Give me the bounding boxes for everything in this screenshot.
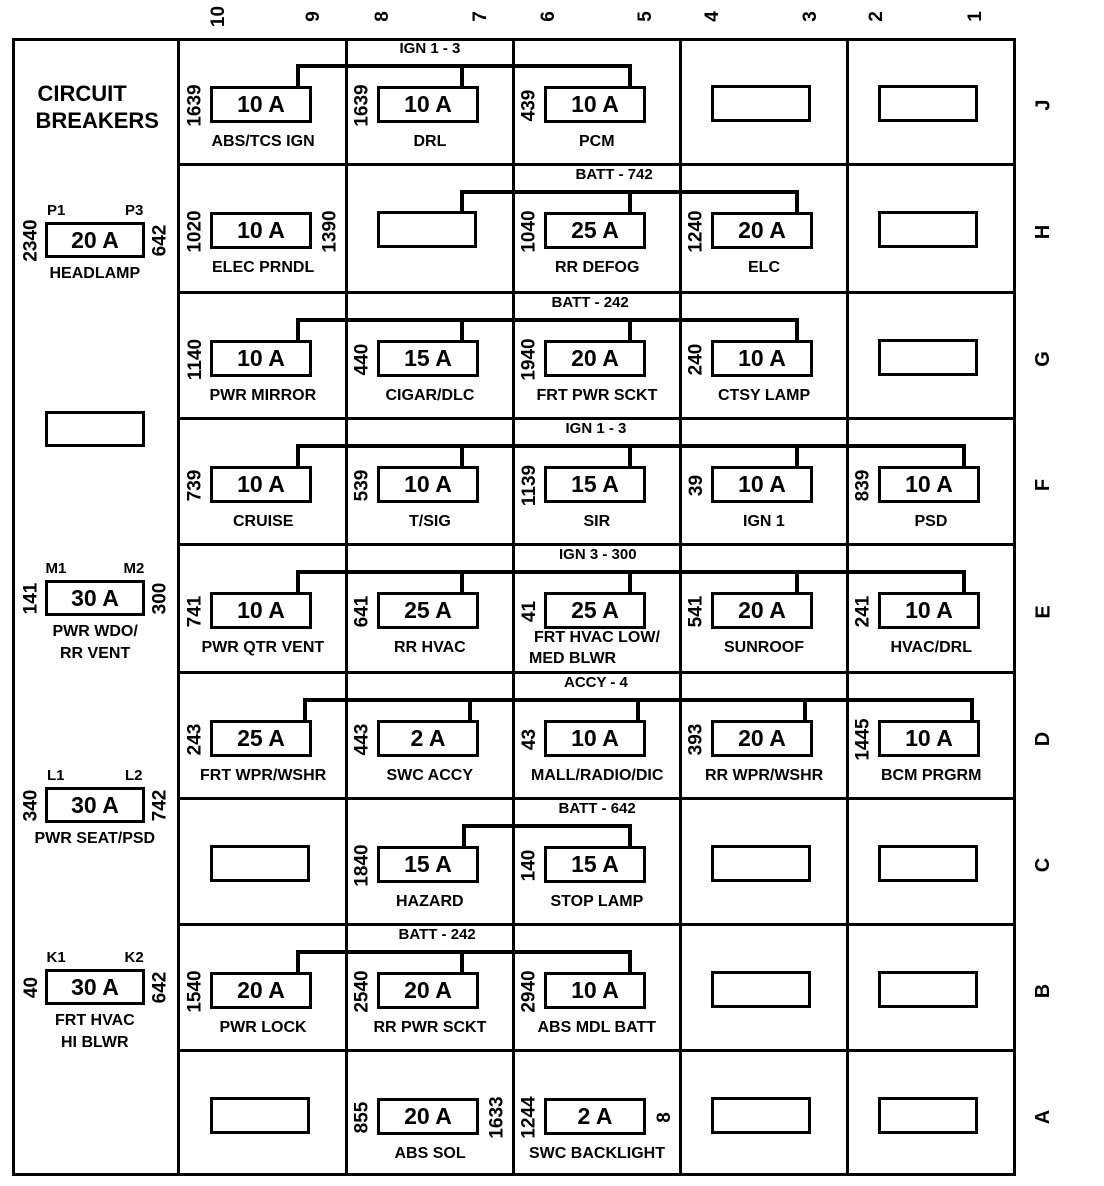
fuse[interactable]: 10 A [210, 340, 312, 377]
feed-bus-drop [628, 318, 632, 342]
fuse[interactable]: 10 A [711, 340, 813, 377]
fuse-label: ABS/TCS IGN [211, 133, 315, 150]
fuse-circuit-number: 39 [685, 474, 707, 496]
fuse-circuit-number: 443 [351, 723, 373, 755]
fuse[interactable]: 2 A [377, 720, 479, 757]
fuse-label: CTSY LAMP [718, 387, 811, 404]
breaker-pin-label: K2 [124, 948, 144, 966]
grid-row-line [177, 1049, 1016, 1052]
fuse-label: T/SIG [409, 513, 451, 530]
grid-row-line [177, 923, 1016, 926]
fuse-label: SIR [583, 513, 611, 530]
fuse-label: RR PWR SCKT [373, 1019, 487, 1036]
feed-bus-drop [962, 570, 966, 594]
row-letter: F [1032, 478, 1055, 492]
fuse-circuit-number: 741 [184, 595, 206, 627]
fuse-label: DRL [413, 133, 447, 150]
breakers-title: CIRCUIT [37, 81, 127, 106]
empty-fuse-slot[interactable] [711, 971, 811, 1008]
row-letter: A [1032, 1109, 1055, 1125]
fuse-circuit-number: 839 [852, 469, 874, 501]
fuse[interactable]: 15 A [544, 466, 646, 503]
fuse-label: MALL/RADIO/DIC [531, 767, 664, 784]
column-number: 5 [634, 10, 656, 22]
fuse[interactable]: 10 A [544, 720, 646, 757]
fuse-circuit-number: 1040 [518, 209, 540, 253]
feed-bus-drop [962, 444, 966, 468]
grid-column-line [345, 38, 348, 1176]
fuse[interactable]: 20 A [377, 972, 479, 1009]
fuse-label: ELC [748, 259, 780, 276]
fuse[interactable]: 10 A [210, 212, 312, 249]
breaker-pin-label: M2 [123, 559, 145, 577]
fuse-label: HAZARD [396, 893, 464, 910]
column-number: 2 [865, 10, 887, 22]
fuse-label: CIGAR/DLC [385, 387, 475, 404]
empty-fuse-slot[interactable] [210, 1097, 310, 1134]
fuse[interactable]: 25 A [544, 212, 646, 249]
breaker-pin-label: M1 [45, 559, 67, 577]
fuse-circuit-number: 1540 [184, 969, 206, 1013]
feed-bus-drop [296, 570, 300, 594]
fuse-label: SUNROOF [724, 639, 804, 656]
fuse-circuit-number: 1139 [518, 464, 540, 506]
feed-bus-drop [628, 444, 632, 468]
feed-bus-drop [460, 950, 464, 974]
empty-fuse-slot[interactable] [878, 1097, 978, 1134]
fuse-circuit-number: 1445 [852, 717, 874, 761]
fuse-circuit-number: 140 [518, 849, 540, 881]
fuse[interactable]: 10 A [544, 86, 646, 123]
fuse[interactable]: 20 A [377, 1098, 479, 1135]
feed-bus-drop [462, 824, 466, 848]
column-number: 8 [371, 10, 393, 22]
fuse-label: FRT HVAC LOW/ [534, 629, 660, 646]
fuse-label: ABS SOL [394, 1145, 466, 1162]
feed-bus-drop [636, 698, 640, 722]
column-number: 10 [207, 5, 229, 27]
feed-bus-line [296, 950, 632, 954]
breaker-circuit-number: 742 [149, 789, 171, 821]
feed-bus-drop [303, 698, 307, 722]
fuse-circuit-number: 1633 [486, 1095, 508, 1139]
feed-bus-drop [296, 444, 300, 468]
feed-bus-drop [460, 570, 464, 594]
feed-bus-drop [795, 190, 799, 214]
fuse[interactable]: 2 A [544, 1098, 646, 1135]
row-letter: J [1032, 99, 1055, 111]
fuse-label: FRT PWR SCKT [536, 387, 658, 404]
fuse[interactable]: 10 A [711, 466, 813, 503]
breakers-title: BREAKERS [35, 108, 159, 133]
fuse[interactable]: 25 A [377, 592, 479, 629]
fuse[interactable]: 20 A [544, 340, 646, 377]
fuse-circuit-number: 2540 [351, 969, 373, 1013]
feed-label: BATT - 242 [551, 293, 629, 311]
breaker-pin-label: P1 [47, 201, 66, 219]
empty-fuse-slot[interactable] [878, 339, 978, 376]
fuse[interactable]: 10 A [544, 972, 646, 1009]
fuse[interactable]: 20 A [711, 212, 813, 249]
fuse-circuit-number: 243 [184, 723, 206, 755]
fuse[interactable]: 15 A [377, 846, 479, 883]
breaker-circuit-number: 642 [149, 971, 171, 1003]
feed-bus-drop [795, 318, 799, 342]
breaker-pin-label: L2 [125, 766, 143, 784]
fuse[interactable]: 25 A [210, 720, 312, 757]
fuse-label: HVAC/DRL [890, 639, 972, 656]
feed-bus-drop [460, 318, 464, 342]
row-letter: D [1032, 731, 1055, 747]
fuse-label: ELEC PRNDL [212, 259, 315, 276]
fuse-label: PSD [914, 513, 948, 530]
empty-fuse-slot[interactable] [878, 971, 978, 1008]
row-letter: C [1032, 857, 1055, 873]
fuse-circuit-number: 1639 [351, 83, 373, 127]
feed-label: ACCY - 4 [564, 673, 628, 691]
grid-column-line [512, 38, 515, 1176]
empty-fuse-slot[interactable] [878, 211, 978, 248]
grid-column-line [679, 38, 682, 1176]
row-letter: H [1032, 224, 1055, 240]
fuse-circuit-number: 1840 [351, 843, 373, 887]
feed-bus-drop [795, 444, 799, 468]
fuse[interactable]: 20 A [711, 592, 813, 629]
breaker-pin-label: L1 [47, 766, 65, 784]
breaker-label: RR VENT [60, 645, 131, 662]
feed-bus-drop [296, 950, 300, 974]
empty-fuse-slot[interactable] [210, 845, 310, 882]
fuse-circuit-number: 1244 [518, 1095, 540, 1139]
feed-bus-line [296, 64, 632, 68]
fuse[interactable]: 10 A [210, 86, 312, 123]
fuse-circuit-number: 241 [852, 595, 874, 627]
fuse-label: ABS MDL BATT [537, 1019, 657, 1036]
empty-fuse-slot[interactable] [377, 211, 477, 248]
fuse[interactable]: 20 A [711, 720, 813, 757]
circuit-breaker[interactable]: 20 A [45, 222, 145, 258]
fuse[interactable]: 10 A [878, 592, 980, 629]
breaker-circuit-number: 40 [20, 976, 42, 998]
feed-bus-drop [460, 444, 464, 468]
feed-bus-line [462, 824, 632, 828]
fuse-circuit-number: 641 [351, 595, 373, 627]
feed-bus-line [296, 318, 799, 322]
fuse[interactable]: 20 A [210, 972, 312, 1009]
fuse-label: IGN 1 [743, 513, 785, 530]
fuse-circuit-number: 1639 [184, 83, 206, 127]
circuit-breaker[interactable]: 30 A [45, 969, 145, 1005]
fuse-circuit-number: 1240 [685, 209, 707, 253]
fuse-label: PWR QTR VENT [201, 639, 325, 656]
row-letter: E [1032, 605, 1055, 619]
fuse[interactable]: 15 A [377, 340, 479, 377]
fuse[interactable]: 10 A [377, 86, 479, 123]
empty-breaker-slot[interactable] [45, 411, 145, 447]
feed-bus-drop [628, 570, 632, 594]
fuse-label: CRUISE [233, 513, 294, 530]
fuse-circuit-number: 43 [518, 728, 540, 750]
feed-label: IGN 1 - 3 [399, 39, 461, 57]
fuse[interactable]: 10 A [377, 466, 479, 503]
fuse-circuit-number: 1140 [184, 338, 206, 380]
breaker-circuit-number: 340 [20, 789, 42, 821]
empty-fuse-slot[interactable] [878, 845, 978, 882]
fuse-circuit-number: 739 [184, 469, 206, 501]
fuse-label: PWR LOCK [219, 1019, 307, 1036]
breaker-label: HI BLWR [61, 1034, 129, 1051]
fuse[interactable]: 10 A [878, 720, 980, 757]
feed-bus-drop [970, 698, 974, 722]
fuse-label: FRT WPR/WSHR [200, 767, 327, 784]
fuse-circuit-number: 2940 [518, 969, 540, 1013]
breaker-panel-divider [177, 38, 180, 1176]
circuit-breaker[interactable]: 30 A [45, 787, 145, 823]
fuse-label: SWC ACCY [386, 767, 474, 784]
feed-bus-drop [296, 64, 300, 88]
breaker-circuit-number: 2340 [20, 218, 42, 262]
fuse-circuit-number: 539 [351, 469, 373, 501]
empty-fuse-slot[interactable] [711, 1097, 811, 1134]
feed-label: IGN 1 - 3 [565, 419, 627, 437]
fuse-circuit-number: 393 [685, 723, 707, 755]
column-number: 1 [964, 10, 986, 22]
fuse-circuit-number: 440 [351, 343, 373, 375]
feed-label: BATT - 642 [558, 799, 636, 817]
fuse-circuit-number: 240 [685, 343, 707, 375]
breaker-circuit-number: 642 [149, 224, 171, 256]
feed-bus-drop [628, 190, 632, 214]
fuse[interactable]: 10 A [210, 592, 312, 629]
fuse-label: PWR MIRROR [209, 387, 317, 404]
row-letter: B [1032, 983, 1055, 999]
feed-label: IGN 3 - 300 [559, 545, 637, 563]
fuse[interactable]: 15 A [544, 846, 646, 883]
grid-column-line [846, 38, 849, 1176]
feed-bus-drop [468, 698, 472, 722]
breaker-pin-label: K1 [46, 948, 66, 966]
fuse-circuit-number: 1940 [518, 337, 540, 381]
breaker-circuit-number: 300 [149, 582, 171, 614]
breaker-pin-label: P3 [125, 201, 144, 219]
fuse[interactable]: 10 A [210, 466, 312, 503]
fuse-circuit-number: 855 [351, 1101, 373, 1133]
breaker-label: FRT HVAC [55, 1012, 135, 1029]
column-number: 6 [537, 10, 559, 22]
column-number: 7 [469, 10, 491, 22]
feed-bus-drop [628, 824, 632, 848]
column-number: 3 [799, 10, 821, 22]
fuse-label: MED BLWR [529, 650, 617, 667]
fuse-circuit-number: 439 [518, 89, 540, 121]
breaker-circuit-number: 141 [20, 582, 42, 614]
column-number: 9 [302, 10, 324, 22]
column-number: 4 [701, 10, 723, 22]
fuse-label: RR WPR/WSHR [705, 767, 824, 784]
fuse-circuit-number: 1020 [184, 209, 206, 253]
feed-bus-drop [795, 570, 799, 594]
fuse-circuit-number: 41 [518, 600, 540, 622]
feed-bus-drop [628, 950, 632, 974]
breaker-label: PWR WDO/ [52, 623, 138, 640]
fuse-circuit-number: 1390 [319, 209, 341, 253]
breaker-label: PWR SEAT/PSD [34, 830, 156, 847]
fuse-label: RR HVAC [394, 639, 466, 656]
feed-bus-drop [628, 64, 632, 88]
fuse-label: BCM PRGRM [881, 767, 982, 784]
empty-fuse-slot[interactable] [711, 85, 811, 122]
fuse[interactable]: 10 A [878, 466, 980, 503]
circuit-breaker[interactable]: 30 A [45, 580, 145, 616]
empty-fuse-slot[interactable] [878, 85, 978, 122]
fuse-label: PCM [579, 133, 615, 150]
breaker-label: HEADLAMP [49, 265, 141, 282]
fuse-label: STOP LAMP [550, 893, 644, 910]
fuse-circuit-number: 8 [653, 1111, 675, 1123]
feed-bus-drop [803, 698, 807, 722]
fuse[interactable]: 25 A [544, 592, 646, 629]
feed-bus-drop [296, 318, 300, 342]
fuse-label: RR DEFOG [555, 259, 640, 276]
feed-label: BATT - 242 [398, 925, 476, 943]
fuse-circuit-number: 541 [685, 595, 707, 627]
feed-label: BATT - 742 [575, 165, 653, 183]
feed-bus-drop [460, 64, 464, 88]
row-letter: G [1031, 351, 1054, 367]
fuse-label: SWC BACKLIGHT [529, 1145, 665, 1162]
empty-fuse-slot[interactable] [711, 845, 811, 882]
